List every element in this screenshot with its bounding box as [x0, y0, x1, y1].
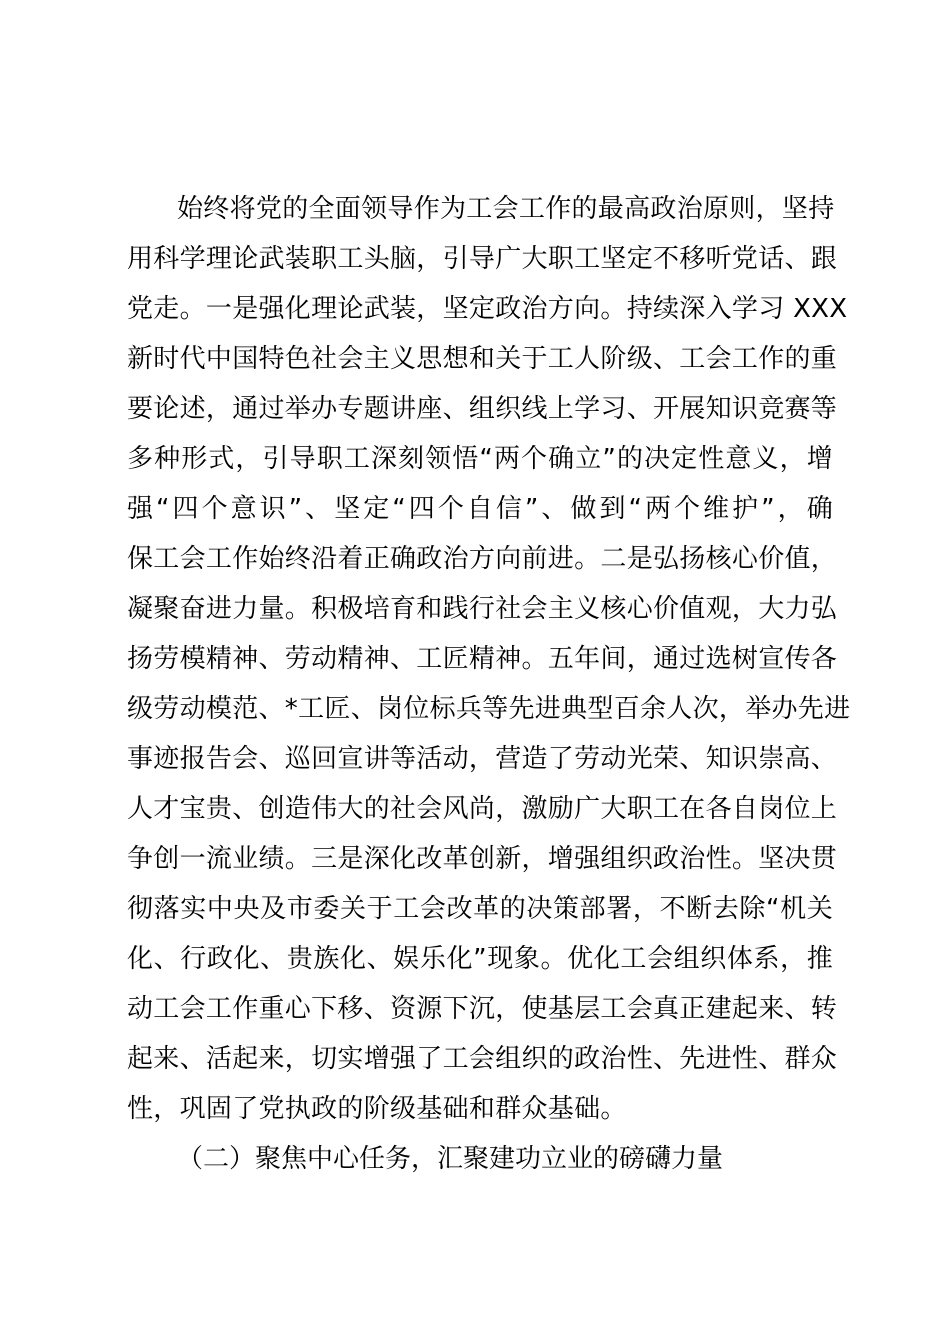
- paragraph-line: 新时代中国特色社会主义思想和关于工人阶级、工会工作的重: [127, 344, 838, 374]
- paragraph-line: 用科学理论武装职工头脑，引导广大职工坚定不移听党话、跟: [127, 244, 838, 274]
- paragraph-line: 要论述，通过举办专题讲座、组织线上学习、开展知识竞赛等: [127, 394, 838, 424]
- paragraph-line: 动工会工作重心下移、资源下沉，使基层工会真正建起来、转: [127, 994, 838, 1024]
- paragraph-line: 扬劳模精神、劳动精神、工匠精神。五年间，通过选树宣传各: [127, 644, 838, 674]
- paragraph-line: 级劳动模范、*工匠、岗位标兵等先进典型百余人次，举办先进: [127, 694, 851, 724]
- paragraph-line: 保工会工作始终沿着正确政治方向前进。二是弘扬核心价值，: [127, 544, 838, 574]
- section-heading: （二）聚焦中心任务，汇聚建功立业的磅礴力量: [177, 1144, 724, 1174]
- paragraph: [127, 184, 851, 1134]
- paragraph-line: 强“四个意识”、坚定“四个自信”、做到“两个维护”，确: [127, 494, 833, 524]
- paragraph-line: 争创一流业绩。三是深化改革创新，增强组织政治性。坚决贯: [127, 844, 838, 874]
- paragraph-line: 始终将党的全面领导作为工会工作的最高政治原则，坚持: [177, 194, 835, 224]
- paragraph-line: 化、行政化、贵族化、娱乐化”现象。优化工会组织体系，推: [127, 944, 833, 974]
- paragraph-line: 多种形式，引导职工深刻领悟“两个确立”的决定性意义，增: [127, 444, 833, 474]
- paragraph-line: 凝聚奋进力量。积极培育和践行社会主义核心价值观，大力弘: [127, 594, 838, 624]
- paragraph-line: 事迹报告会、巡回宣讲等活动，营造了劳动光荣、知识崇高、: [127, 744, 838, 774]
- document-body: [127, 184, 851, 1184]
- paragraph-line: 人才宝贵、创造伟大的社会风尚，激励广大职工在各自岗位上: [127, 794, 838, 824]
- paragraph-line: 彻落实中央及市委关于工会改革的决策部署，不断去除“机关: [127, 894, 833, 924]
- paragraph-line: 性，巩固了党执政的阶级基础和群众基础。: [127, 1094, 627, 1124]
- paragraph-line: 党走。一是强化理论武装，坚定政治方向。持续深入学习 XXX: [127, 294, 848, 324]
- paragraph-line: 起来、活起来，切实增强了工会组织的政治性、先进性、群众: [127, 1044, 838, 1074]
